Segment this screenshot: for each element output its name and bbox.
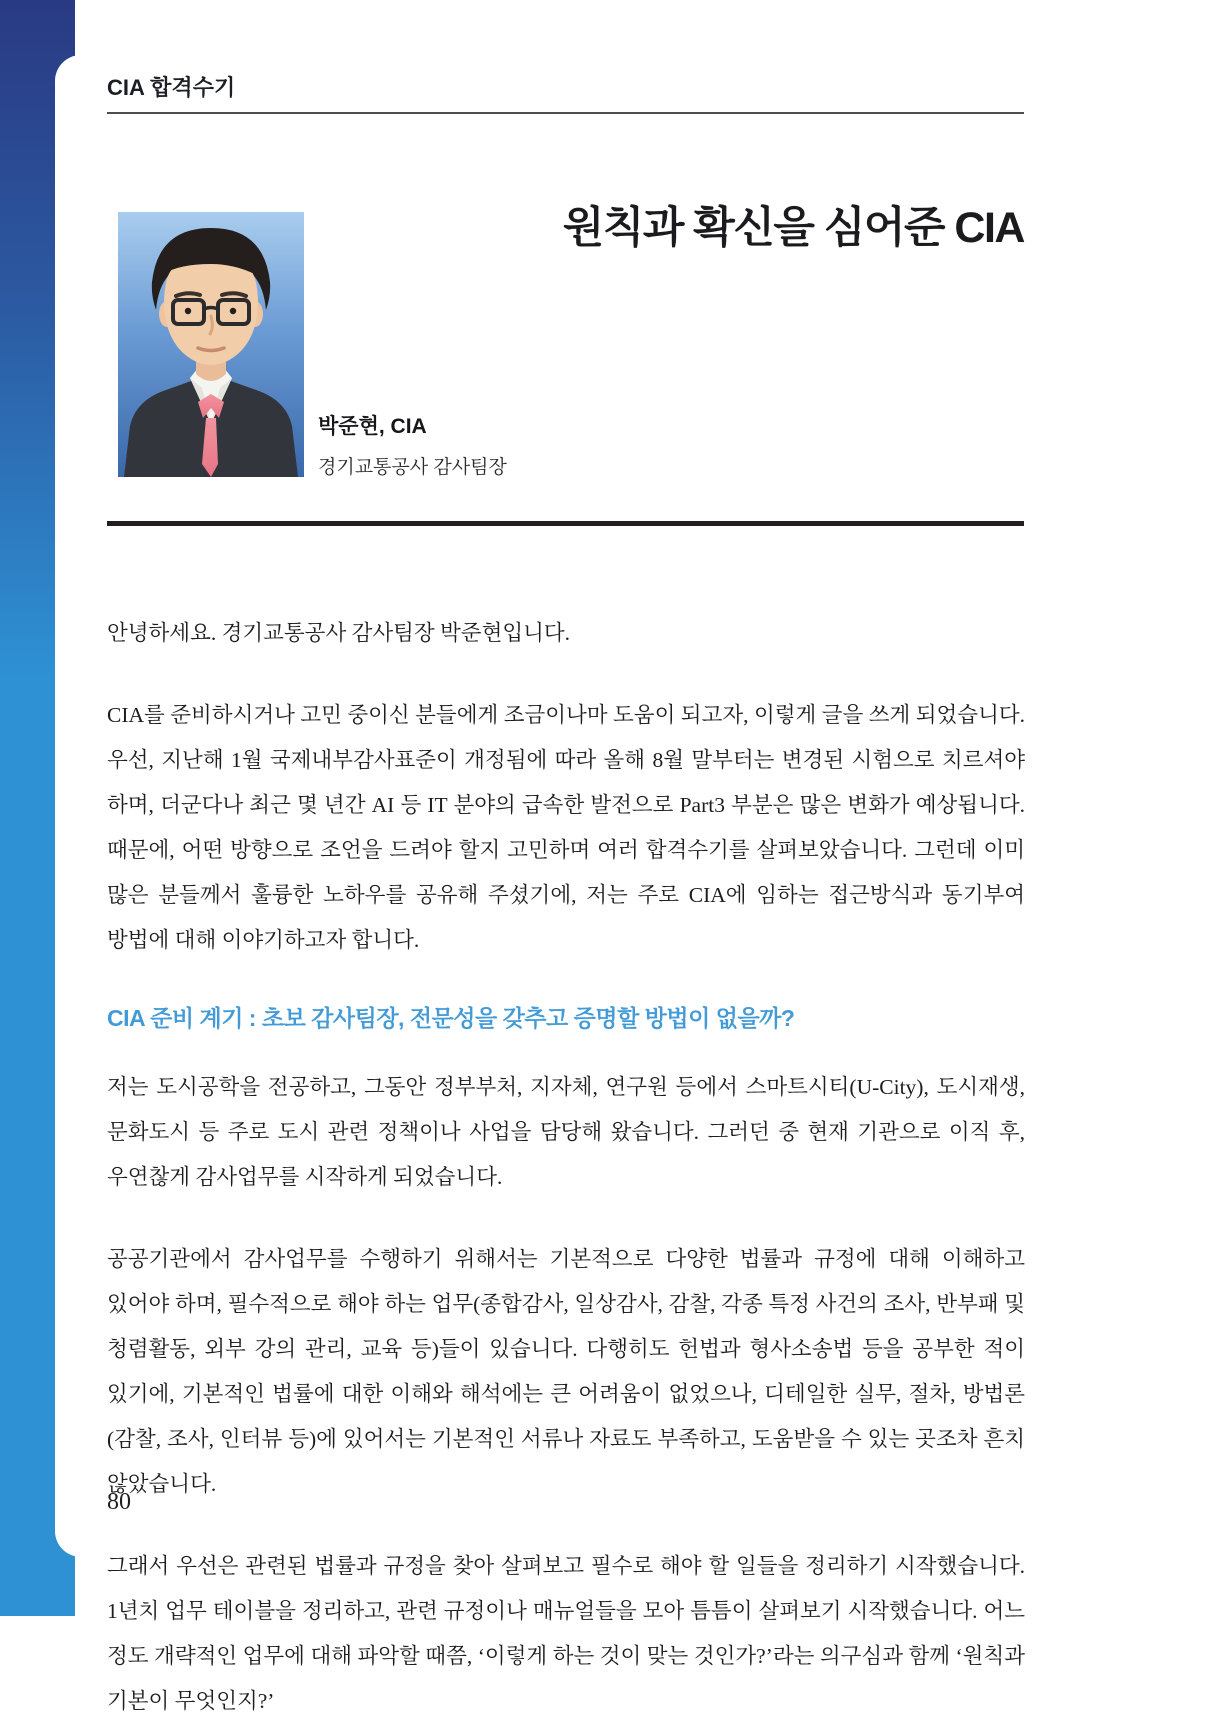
section-kicker: CIA 합격수기 (107, 75, 236, 100)
paragraph-intro: CIA를 준비하시거나 고민 중이신 분들에게 조금이나마 도움이 되고자, 이렇게 글을 쓰게 되었습니다. 우선, 지난해 1월 국제내부감사표준이 개정됨에 따라 올해 8월 말부터는 변경된 시험으로 치르셔야 하며, 더군다나 최근 몇 년간 AI 등 IT 분야의 급속한 발전으로 Part3 부분은 많은 변화가 예상됩니다. 때문에, 어떤 방향으로 조언을 드려야 할지 고민하며 여러 합격수기를 살펴보았습니다. 그런데 이미 많은 분들께서 훌륭한 노하우를 공유해 주셨기에, 저는 주로 CIA에 임하는 접근방식과 동기부여 방법에 대해 이야기하고자 합니다. (107, 703, 1025, 952)
page-number: 80 (107, 1489, 131, 1515)
article-title: 원칙과 확신을 심어준 CIA (562, 204, 1024, 252)
author-role: 경기교통공사 감사팀장 (318, 457, 507, 478)
title-divider-rule (107, 521, 1024, 526)
section-heading: CIA 준비 계기 : 초보 감사팀장, 전문성을 갖추고 증명할 방법이 없을까? (107, 1005, 795, 1031)
article-body (107, 611, 1025, 1724)
author-name: 박준현, CIA (318, 415, 427, 438)
paragraph-organizing: 그래서 우선은 관련된 법률과 규정을 찾아 살펴보고 필수로 해야 할 일들을 정리하기 시작했습니다. 1년치 업무 테이블을 정리하고, 관련 규정이나 매뉴얼들을 모아 틈틈이 살펴보기 시작했습니다. 어느 정도 개략적인 업무에 대해 파악할 때쯤, ‘이렇게 하는 것이 맞는 것인가?’라는 의구심과 함께 ‘원칙과 기본이 무엇인지?’ (107, 1554, 1025, 1713)
paragraph-greeting: 안녕하세요. 경기교통공사 감사팀장 박준현입니다. (107, 621, 571, 645)
paragraph-audit-work: 공공기관에서 감사업무를 수행하기 위해서는 기본적으로 다양한 법률과 규정에 대해 이해하고 있어야 하며, 필수적으로 해야 하는 업무(종합감사, 일상감사, 감찰, 각종 특정 사건의 조사, 반부패 및 청렴활동, 외부 강의 관리, 교육 등)들이 있습니다. 다행히도 헌법과 형사소송법 등을 공부한 적이 있기에, 기본적인 법률에 대한 이해와 해석에는 큰 어려움이 없었으나, 디테일한 실무, 절차, 방법론(감찰, 조사, 인터뷰 등)에 있어서는 기본적인 서류나 자료도 부족하고, 도움받을 수 있는 곳조차 흔치 않았습니다. (107, 1247, 1025, 1496)
kicker-rule (107, 112, 1024, 114)
author-block (318, 410, 507, 479)
paragraph-background: 저는 도시공학을 전공하고, 그동안 정부부처, 지자체, 연구원 등에서 스마트시티(U-City), 도시재생, 문화도시 등 주로 도시 관련 정책이나 사업을 담당해 왔습니다. 그러던 중 현재 기관으로 이직 후, 우연찮게 감사업무를 시작하게 되었습니다. (107, 1075, 1025, 1189)
content-panel (55, 55, 1209, 1713)
